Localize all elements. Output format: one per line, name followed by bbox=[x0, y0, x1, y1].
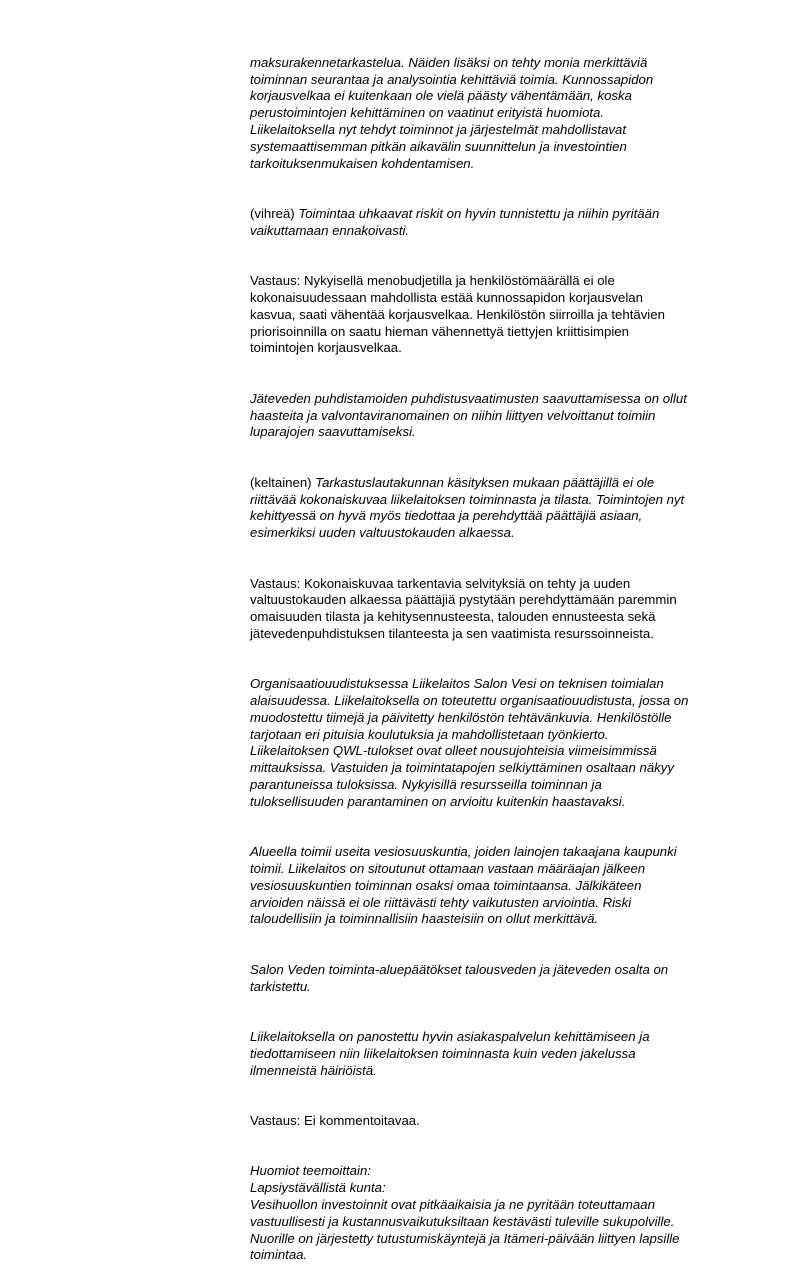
paragraph-operating-area bbox=[250, 945, 750, 995]
status-label-green: (vihreä) bbox=[250, 205, 299, 221]
paragraph-text: Vastaus: Nykyisellä menobudjetilla ja henkilöstömäärällä ei ole kokonaisuudessaan mahdollista estää kunnossapidon korjausvelan kasvua, saati vähentää korjausvelkaa. Henkilöstön siirroilla ja tehtävien priorisoinnilla on saatu hieman vähennettyä tiettyjen kriittisimpien toimintojen korjausvelkaa. bbox=[250, 273, 665, 356]
paragraph-wastewater bbox=[250, 374, 750, 441]
paragraph-text: Tarkastuslautakunnan käsityksen mukaan päättäjillä ei ole riittävää kokonaiskuvaa liikelaitoksen toiminnasta ja tilasta. Toimintojen nyt kehittyessä on hyvä myös tiedottaa ja perehdyttää päättäjiä asiaan, esimerkiksi uuden valtuustokauden alkaessa. bbox=[250, 474, 685, 541]
paragraph-green-risk bbox=[250, 189, 750, 239]
paragraph-text: Huomiot teemoittain: Lapsiystävällistä kunta: Vesihuollon investoinnit ovat pitkäaikaisia ja ne pyritään toteuttamaan vastuullisesti ja kustannusvaikutuksiltaan kestävästi tuleville sukupolville. Nuorille on järjestetty tutustumiskäyntejä ja Itämeri-päivään liittyen lapsille toimintaa. bbox=[250, 1163, 680, 1263]
paragraph-yellow-overview bbox=[250, 458, 750, 542]
paragraph-text: maksurakennetarkastelua. Näiden lisäksi on tehty monia merkittäviä toiminnan seurantaa ja analysointia kehittäviä toimia. Kunnossapidon korjausvelkaa ei kuitenkaan ole vielä päästy vähentämään, koska perustoimintojen kehittäminen on vaatinut erityistä huomiota. Liikelaitoksella nyt tehdyt toiminnot ja järjestelmät mahdollistavat systemaattisemman pitkän aikavälin suunnittelun ja investointien tarkoituksenmukaisen kohdentamisen. bbox=[250, 54, 654, 171]
paragraph-text: Liikelaitoksella on panostettu hyvin asiakaspalvelun kehittämiseen ja tiedottamiseen niin liikelaitoksen toiminnasta kuin veden jakelussa ilmenneistä häiriöistä. bbox=[250, 1029, 650, 1078]
status-label-yellow: (keltainen) bbox=[250, 474, 316, 490]
paragraph-text: Toimintaa uhkaavat riskit on hyvin tunnistettu ja niihin pyritään vaikuttamaan ennakoivasti. bbox=[250, 205, 660, 238]
answer-no-comment bbox=[250, 1096, 750, 1130]
document-body bbox=[250, 38, 750, 1281]
paragraph-text: Alueella toimii useita vesiosuuskuntia, joiden lainojen takaajana kaupunki toimii. Liikelaitos on sitoutunut ottamaan vastaan määräajan jälkeen vesiosuuskuntien toiminnan osaksi omaa toimintaansa. Jälkikäteen arvioiden näissä ei ole riittävästi tehty vaikutusten arviointia. Riski taloudellisiin ja toiminnallisiin haasteisiin on ollut merkittävä. bbox=[250, 844, 677, 927]
paragraph-customer-service bbox=[250, 1012, 750, 1079]
paragraph-text: Jäteveden puhdistamoiden puhdistusvaatimusten saavuttamisessa on ollut haasteita ja valvontaviranomainen on niihin liittyen velvoittanut toimiin luparajojen saavuttamiseksi. bbox=[250, 390, 687, 440]
paragraph-themes bbox=[250, 1147, 750, 1265]
paragraph-intro-continuation bbox=[250, 38, 750, 172]
paragraph-text: Organisaatiouudistuksessa Liikelaitos Salon Vesi on teknisen toimialan alaisuudessa. Liikelaitoksella on toteutettu organisaatiouudistusta, jossa on muodostettu tiimejä ja päivitetty henkilöstön tehtävänkuvia. Henkilöstölle tarjotaan eri pituisia koulutuksia ja mahdollistetaan työnkierto. Liikelaitoksen QWL-tulokset ovat olleet nousujohteisia viimeisimmissä mittauksissa. Vastuiden ja toimintatapojen selkiyttäminen osaltaan näkyy parantuneissa tuloksissa. Nykyisillä resursseilla toiminnan ja tuloksellisuuden parantaminen on arvioitu kuitenkin haastavaksi. bbox=[250, 676, 689, 809]
paragraph-text: Vastaus: Kokonaiskuvaa tarkentavia selvityksiä on tehty ja uuden valtuustokauden alkaessa päättäjiä pystytään perehdyttämään paremmin omaisuuden tilasta ja kehitysennusteesta, talouden ennusteesta sekä jätevedenpuhdistuksen tilanteesta ja sen vaatimista resurssoinneista. bbox=[250, 575, 677, 641]
paragraph-organisation bbox=[250, 659, 750, 810]
paragraph-text: Vastaus: Ei kommentoitavaa. bbox=[250, 1113, 420, 1128]
answer-repair-debt bbox=[250, 256, 750, 357]
answer-overview bbox=[250, 559, 750, 643]
paragraph-text: Salon Veden toiminta-aluepäätökset talousveden ja jäteveden osalta on tarkistettu. bbox=[250, 961, 669, 994]
paragraph-water-cooperatives bbox=[250, 827, 750, 928]
